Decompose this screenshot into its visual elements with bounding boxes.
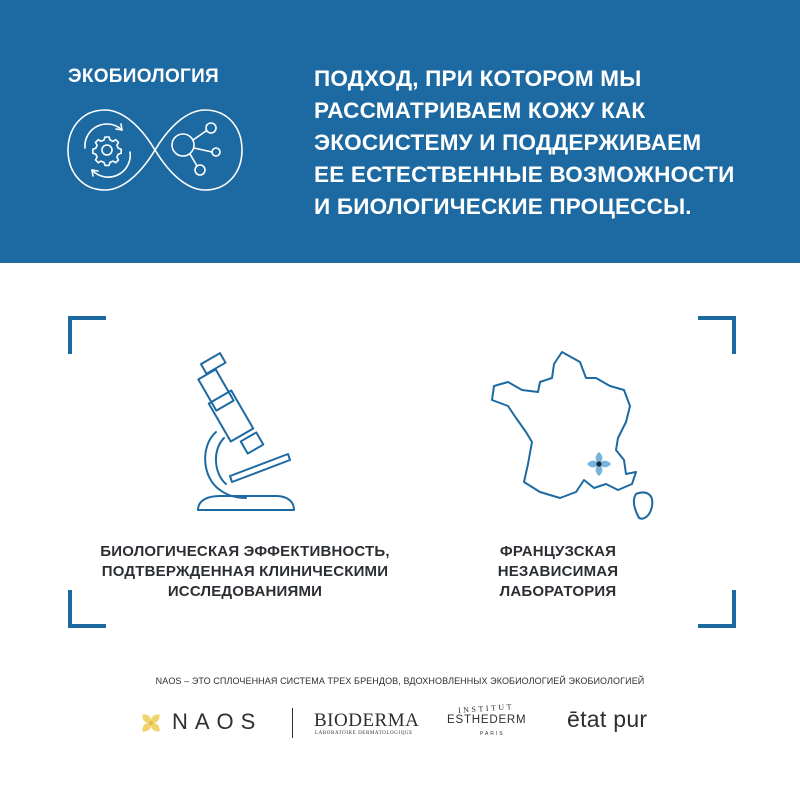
hero-banner <box>0 0 800 263</box>
banner-line: ЭКОСИСТЕМУ И ПОДДЕРЖИВАЕМ <box>314 130 702 155</box>
caption-line: ФРАНЦУЗСКАЯ <box>499 543 617 560</box>
esthederm-logo-top: INSTITUT <box>457 702 515 715</box>
naos-flower-icon <box>138 710 164 736</box>
caption-line: БИОЛОГИЧЕСКАЯ ЭФФЕКТИВНОСТЬ, <box>100 543 390 560</box>
logo-divider <box>292 708 293 738</box>
microscope-icon <box>190 350 310 520</box>
bioderma-logo: BIODERMA <box>314 710 420 731</box>
footer-note: NAOS – ЭТО СПЛОЧЕННАЯ СИСТЕМА ТРЕХ БРЕНДОВ, ВДОХНОВЛЕННЫХ ЭКОБИОЛОГИЕЙ ЭКОБИОЛОГИЕЙ <box>155 676 645 686</box>
etat-pur-logo: ētat pur <box>567 706 648 732</box>
caption-line: ЛАБОРАТОРИЯ <box>499 583 617 600</box>
caption-line: ИССЛЕДОВАНИЯМИ <box>167 583 323 600</box>
feature-caption-efficacy <box>60 542 430 602</box>
esthederm-logo: ESTHEDERM <box>447 714 527 726</box>
banner-label: ЭКОБИОЛОГИЯ <box>68 66 220 87</box>
caption-line: ПОДТВЕРЖДЕННАЯ КЛИНИЧЕСКИМИ <box>101 563 389 580</box>
bioderma-logo-subtitle: LABORATOIRE DERMATOLOGIQUE <box>315 731 413 736</box>
caption-line: НЕЗАВИСИМАЯ <box>497 563 619 580</box>
frame-corner-bottom-right <box>696 588 736 628</box>
banner-description <box>314 63 784 223</box>
esthederm-logo-subtitle: PARIS <box>480 731 505 737</box>
ecobiology-gear-molecule-icon <box>60 100 250 200</box>
banner-line: ПОДХОД, ПРИ КОТОРОМ МЫ <box>314 66 642 91</box>
brand-logos <box>0 700 800 750</box>
banner-line: И БИОЛОГИЧЕСКИЕ ПРОЦЕССЫ. <box>314 194 692 219</box>
frame-corner-top-left <box>68 316 108 356</box>
feature-caption-laboratory <box>482 542 634 602</box>
france-map-icon <box>488 348 668 528</box>
banner-line: РАССМАТРИВАЕМ КОЖУ КАК <box>314 98 646 123</box>
frame-corner-top-right <box>696 316 736 356</box>
banner-line: ЕЕ ЕСТЕСТВЕННЫЕ ВОЗМОЖНОСТИ <box>314 162 735 187</box>
naos-logo: NAOS <box>172 709 263 734</box>
